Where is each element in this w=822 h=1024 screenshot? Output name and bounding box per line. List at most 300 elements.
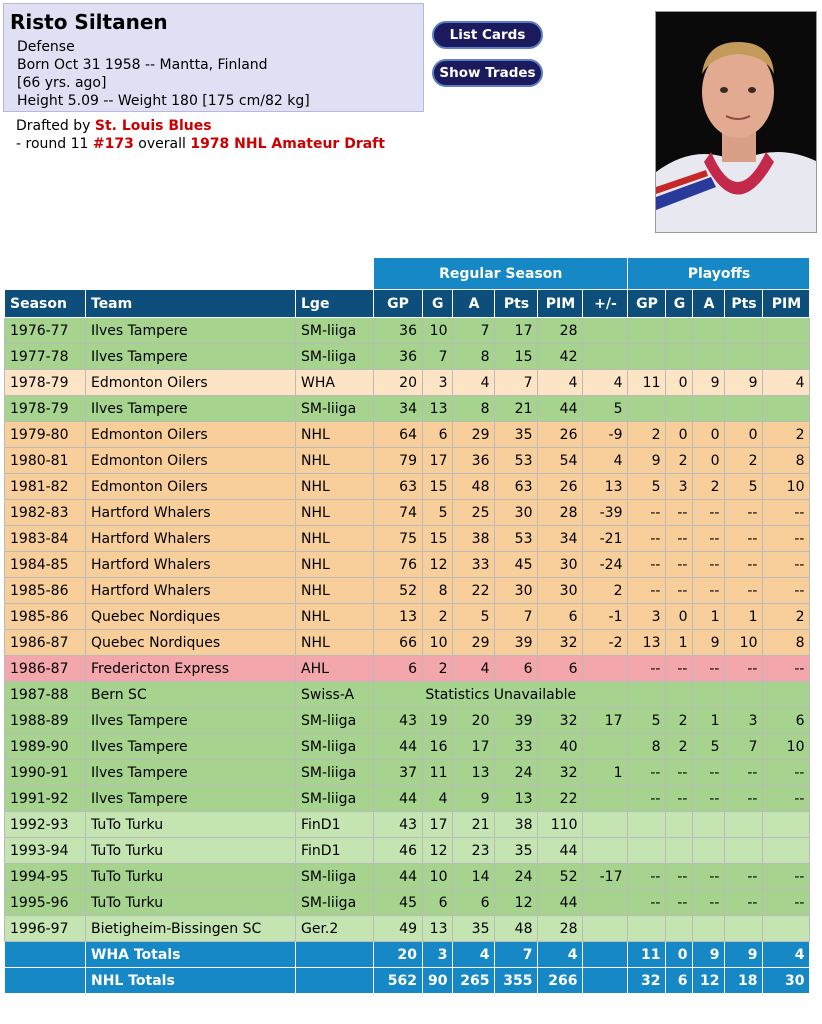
stat-cell: --	[693, 656, 725, 682]
league-cell: SM-liiga	[296, 734, 374, 760]
totals-cell: 265	[453, 968, 495, 994]
league-cell: SM-liiga	[296, 890, 374, 916]
league-cell: NHL	[296, 630, 374, 656]
column-header: A	[453, 290, 495, 318]
season-cell: 1984-85	[5, 552, 86, 578]
stat-cell: --	[763, 864, 810, 890]
stat-cell: 43	[374, 708, 423, 734]
regular-season-header: Regular Season	[374, 258, 628, 290]
stat-cell: 33	[495, 734, 538, 760]
totals-cell: 0	[666, 942, 693, 968]
stat-cell: 13	[374, 604, 423, 630]
team-cell: Edmonton Oilers	[86, 370, 296, 396]
stat-cell: 48	[495, 916, 538, 942]
stat-cell: 15	[423, 526, 453, 552]
stat-cell: 32	[538, 708, 583, 734]
stat-cell: 13	[423, 396, 453, 422]
stat-cell: 2	[628, 422, 666, 448]
stat-cell: 52	[374, 578, 423, 604]
stat-cell: --	[693, 552, 725, 578]
stat-cell: --	[628, 578, 666, 604]
stat-cell: 9	[725, 370, 763, 396]
stat-cell: 12	[495, 890, 538, 916]
stat-cell: 24	[495, 864, 538, 890]
draft-pick-link[interactable]: #173	[92, 136, 134, 152]
stat-cell: 5	[628, 708, 666, 734]
stat-cell: --	[666, 526, 693, 552]
stat-cell: 39	[495, 630, 538, 656]
stat-cell: 2	[763, 604, 810, 630]
stat-cell	[725, 396, 763, 422]
stat-cell: --	[666, 578, 693, 604]
player-size: Height 5.09 -- Weight 180 [175 cm/82 kg]	[17, 93, 310, 109]
stat-cell	[693, 682, 725, 708]
stat-cell: -17	[583, 864, 628, 890]
stat-cell: 24	[495, 760, 538, 786]
stat-cell: --	[666, 500, 693, 526]
list-cards-button[interactable]: List Cards	[432, 21, 543, 49]
column-header: G	[666, 290, 693, 318]
stat-cell: --	[628, 552, 666, 578]
stat-cell	[693, 396, 725, 422]
stat-cell: --	[666, 786, 693, 812]
show-trades-button[interactable]: Show Trades	[432, 59, 543, 87]
stat-cell: 12	[423, 838, 453, 864]
stat-cell: 35	[453, 916, 495, 942]
stat-cell: 10	[763, 734, 810, 760]
stat-cell	[666, 916, 693, 942]
stat-cell: 16	[423, 734, 453, 760]
column-header-row	[5, 290, 810, 318]
stat-cell: 17	[423, 812, 453, 838]
stat-cell: 54	[538, 448, 583, 474]
totals-cell: 3	[423, 942, 453, 968]
stat-cell: 6	[423, 422, 453, 448]
stat-cell: --	[763, 500, 810, 526]
stat-cell: --	[693, 500, 725, 526]
team-cell: Hartford Whalers	[86, 526, 296, 552]
stat-cell: 2	[423, 656, 453, 682]
stat-cell: --	[666, 552, 693, 578]
stat-cell	[583, 812, 628, 838]
season-cell: 1989-90	[5, 734, 86, 760]
stat-cell: 8	[453, 396, 495, 422]
stat-cell: 0	[693, 422, 725, 448]
totals-cell: 9	[693, 942, 725, 968]
stat-cell: 63	[374, 474, 423, 500]
stat-cell: 2	[693, 474, 725, 500]
stat-cell: 52	[538, 864, 583, 890]
stat-cell	[628, 916, 666, 942]
draft-prefix: Drafted by	[16, 118, 95, 134]
totals-cell	[5, 942, 86, 968]
stat-cell: -2	[583, 630, 628, 656]
stat-cell: 30	[495, 500, 538, 526]
totals-cell	[583, 942, 628, 968]
stat-cell: 2	[423, 604, 453, 630]
stat-cell	[725, 682, 763, 708]
stat-cell: 38	[453, 526, 495, 552]
stat-cell: --	[763, 890, 810, 916]
table-row	[5, 500, 810, 526]
stat-cell: --	[666, 864, 693, 890]
stat-cell: -39	[583, 500, 628, 526]
stat-cell: 39	[495, 708, 538, 734]
player-bio-panel	[3, 3, 424, 112]
table-row	[5, 916, 810, 942]
stat-cell: 6	[763, 708, 810, 734]
team-cell: TuTo Turku	[86, 812, 296, 838]
totals-row	[5, 942, 810, 968]
stat-cell: 3	[628, 604, 666, 630]
table-row	[5, 656, 810, 682]
stat-cell: -24	[583, 552, 628, 578]
stat-cell: 46	[374, 838, 423, 864]
stat-cell: 1	[725, 604, 763, 630]
stat-cell: --	[628, 760, 666, 786]
column-header: Pts	[725, 290, 763, 318]
season-cell: 1978-79	[5, 396, 86, 422]
column-header: +/-	[583, 290, 628, 318]
column-header: Season	[5, 290, 86, 318]
stat-cell	[583, 838, 628, 864]
column-header: PIM	[763, 290, 810, 318]
stat-cell: 5	[453, 604, 495, 630]
column-header: Team	[86, 290, 296, 318]
stat-cell: 15	[495, 344, 538, 370]
team-cell: Ilves Tampere	[86, 786, 296, 812]
stat-cell: 17	[583, 708, 628, 734]
season-cell: 1987-88	[5, 682, 86, 708]
table-row	[5, 578, 810, 604]
stats-body	[5, 318, 810, 994]
table-row	[5, 760, 810, 786]
stat-cell: 8	[763, 630, 810, 656]
team-cell: TuTo Turku	[86, 838, 296, 864]
stat-cell: 28	[538, 500, 583, 526]
stat-cell: 20	[453, 708, 495, 734]
season-cell: 1993-94	[5, 838, 86, 864]
stat-cell: 11	[423, 760, 453, 786]
totals-cell	[5, 968, 86, 994]
table-row	[5, 396, 810, 422]
totals-row	[5, 968, 810, 994]
league-cell: SM-liiga	[296, 318, 374, 344]
stat-cell: 6	[453, 890, 495, 916]
stat-cell: --	[725, 864, 763, 890]
stat-cell: 34	[538, 526, 583, 552]
stat-cell: --	[763, 578, 810, 604]
player-born: Born Oct 31 1958 -- Mantta, Finland	[17, 57, 268, 73]
stat-cell	[583, 734, 628, 760]
stat-cell: 5	[628, 474, 666, 500]
stat-cell: 13	[453, 760, 495, 786]
stat-cell	[583, 916, 628, 942]
totals-cell: 12	[693, 968, 725, 994]
season-cell: 1988-89	[5, 708, 86, 734]
team-cell: TuTo Turku	[86, 890, 296, 916]
stat-cell: --	[628, 890, 666, 916]
stat-cell	[583, 318, 628, 344]
stat-cell: 19	[423, 708, 453, 734]
stat-cell: 17	[423, 448, 453, 474]
season-cell: 1980-81	[5, 448, 86, 474]
season-cell: 1996-97	[5, 916, 86, 942]
stat-cell: 110	[538, 812, 583, 838]
league-cell: WHA	[296, 370, 374, 396]
stat-cell: --	[725, 552, 763, 578]
stat-cell: 10	[725, 630, 763, 656]
totals-cell	[296, 968, 374, 994]
totals-cell: 4	[453, 942, 495, 968]
season-cell: 1995-96	[5, 890, 86, 916]
season-cell: 1982-83	[5, 500, 86, 526]
team-cell: TuTo Turku	[86, 864, 296, 890]
stat-cell	[763, 812, 810, 838]
table-row	[5, 370, 810, 396]
stat-cell: --	[693, 786, 725, 812]
stat-cell: 8	[763, 448, 810, 474]
totals-cell: 6	[666, 968, 693, 994]
stat-cell: 6	[423, 890, 453, 916]
team-cell: Quebec Nordiques	[86, 604, 296, 630]
draft-round: - round 11	[16, 136, 93, 152]
stat-cell: 26	[538, 474, 583, 500]
stat-cell: 0	[666, 370, 693, 396]
totals-cell: 11	[628, 942, 666, 968]
league-cell: SM-liiga	[296, 396, 374, 422]
stat-cell	[628, 838, 666, 864]
season-cell: 1986-87	[5, 630, 86, 656]
table-row	[5, 786, 810, 812]
league-cell: NHL	[296, 578, 374, 604]
stat-cell	[763, 682, 810, 708]
stat-cell: 2	[725, 448, 763, 474]
team-cell: Fredericton Express	[86, 656, 296, 682]
totals-cell: 30	[763, 968, 810, 994]
stat-cell: 2	[583, 578, 628, 604]
stat-cell: --	[693, 578, 725, 604]
table-row	[5, 890, 810, 916]
stat-cell: -21	[583, 526, 628, 552]
stat-cell: 21	[453, 812, 495, 838]
team-cell: Quebec Nordiques	[86, 630, 296, 656]
totals-cell: 18	[725, 968, 763, 994]
stat-cell: 6	[538, 604, 583, 630]
team-cell: Ilves Tampere	[86, 760, 296, 786]
stat-cell: 2	[666, 448, 693, 474]
stat-cell: 7	[495, 370, 538, 396]
stat-cell: 13	[628, 630, 666, 656]
stat-cell: -1	[583, 604, 628, 630]
stat-cell	[666, 838, 693, 864]
stat-cell: 64	[374, 422, 423, 448]
stat-cell: 23	[453, 838, 495, 864]
stat-cell: 4	[583, 370, 628, 396]
team-cell: Ilves Tampere	[86, 708, 296, 734]
stat-cell: --	[763, 760, 810, 786]
stat-cell: 12	[423, 552, 453, 578]
stat-cell: 44	[374, 786, 423, 812]
stat-cell: 11	[628, 370, 666, 396]
league-cell: SM-liiga	[296, 864, 374, 890]
stat-cell: 9	[693, 630, 725, 656]
stat-cell: 44	[538, 890, 583, 916]
player-age: [66 yrs. ago]	[17, 75, 107, 91]
stat-cell: 35	[495, 838, 538, 864]
season-cell: 1991-92	[5, 786, 86, 812]
stat-cell: --	[763, 552, 810, 578]
stat-cell: 1	[583, 760, 628, 786]
totals-cell	[296, 942, 374, 968]
stat-cell	[763, 838, 810, 864]
table-row	[5, 682, 810, 708]
league-cell: SM-liiga	[296, 760, 374, 786]
table-row	[5, 552, 810, 578]
stat-cell: -9	[583, 422, 628, 448]
stat-cell	[763, 318, 810, 344]
stat-cell: 32	[538, 760, 583, 786]
season-cell: 1976-77	[5, 318, 86, 344]
stat-cell: --	[763, 526, 810, 552]
stat-cell: --	[725, 526, 763, 552]
draft-event-link[interactable]: 1978 NHL Amateur Draft	[190, 136, 385, 152]
stat-cell	[583, 786, 628, 812]
season-cell: 1985-86	[5, 578, 86, 604]
player-name: Risto Siltanen	[10, 10, 168, 34]
player-photo	[655, 11, 817, 233]
league-cell: SM-liiga	[296, 708, 374, 734]
team-cell: Ilves Tampere	[86, 318, 296, 344]
stat-cell: 6	[495, 656, 538, 682]
stat-cell: 20	[374, 370, 423, 396]
stat-cell: --	[763, 656, 810, 682]
stat-cell: 32	[538, 630, 583, 656]
stat-cell: 5	[583, 396, 628, 422]
stat-cell: 17	[495, 318, 538, 344]
league-cell: NHL	[296, 422, 374, 448]
stat-cell	[693, 344, 725, 370]
totals-cell: 355	[495, 968, 538, 994]
stat-cell: 2	[763, 422, 810, 448]
stat-cell	[693, 916, 725, 942]
league-cell: NHL	[296, 474, 374, 500]
stat-cell: 5	[725, 474, 763, 500]
stat-cell: 4	[538, 370, 583, 396]
table-row	[5, 526, 810, 552]
stat-cell	[583, 890, 628, 916]
stat-cell	[725, 812, 763, 838]
stat-cell: --	[725, 890, 763, 916]
totals-cell	[583, 968, 628, 994]
team-cell: Bietigheim-Bissingen SC	[86, 916, 296, 942]
stat-cell: 28	[538, 916, 583, 942]
stat-cell: 0	[693, 448, 725, 474]
league-cell: NHL	[296, 552, 374, 578]
stat-cell: 10	[763, 474, 810, 500]
table-row	[5, 864, 810, 890]
league-cell: FinD1	[296, 838, 374, 864]
stat-cell: 3	[666, 474, 693, 500]
stat-cell: 9	[628, 448, 666, 474]
team-cell: Hartford Whalers	[86, 500, 296, 526]
column-header: GP	[374, 290, 423, 318]
stat-cell	[693, 838, 725, 864]
stat-cell: 1	[666, 630, 693, 656]
stat-cell: 4	[453, 656, 495, 682]
draft-team-link[interactable]: St. Louis Blues	[94, 118, 212, 134]
totals-cell: 4	[763, 942, 810, 968]
stat-cell: --	[628, 656, 666, 682]
stat-cell: 7	[725, 734, 763, 760]
stat-cell: 48	[453, 474, 495, 500]
stat-cell: 37	[374, 760, 423, 786]
team-cell: Ilves Tampere	[86, 344, 296, 370]
stat-cell: 21	[495, 396, 538, 422]
career-stats-table	[4, 257, 810, 994]
stat-cell: 53	[495, 526, 538, 552]
team-cell: Edmonton Oilers	[86, 474, 296, 500]
stat-cell: 9	[453, 786, 495, 812]
stat-cell: 6	[374, 656, 423, 682]
stat-cell	[725, 916, 763, 942]
stat-cell: 44	[374, 734, 423, 760]
totals-cell: 4	[538, 942, 583, 968]
stat-cell: 13	[583, 474, 628, 500]
stat-cell	[666, 344, 693, 370]
stat-cell: --	[666, 656, 693, 682]
team-cell: Edmonton Oilers	[86, 422, 296, 448]
totals-cell: 562	[374, 968, 423, 994]
stat-cell: 17	[453, 734, 495, 760]
season-cell: 1992-93	[5, 812, 86, 838]
table-row	[5, 708, 810, 734]
stat-cell: 22	[453, 578, 495, 604]
stat-cell: --	[725, 656, 763, 682]
stat-cell: 10	[423, 318, 453, 344]
stat-cell: 30	[538, 552, 583, 578]
totals-label: NHL Totals	[86, 968, 296, 994]
stat-cell: 42	[538, 344, 583, 370]
team-cell: Hartford Whalers	[86, 578, 296, 604]
team-cell: Bern SC	[86, 682, 296, 708]
stat-cell: 44	[538, 838, 583, 864]
statistics-unavailable: Statistics Unavailable	[374, 682, 628, 708]
stat-cell: 14	[453, 864, 495, 890]
stat-cell	[583, 656, 628, 682]
stat-cell: 36	[453, 448, 495, 474]
stat-cell: 28	[538, 318, 583, 344]
stat-cell: 76	[374, 552, 423, 578]
stat-cell: --	[725, 760, 763, 786]
stat-cell: 3	[423, 370, 453, 396]
stat-cell: 44	[538, 396, 583, 422]
stat-cell: 6	[538, 656, 583, 682]
season-cell: 1979-80	[5, 422, 86, 448]
stat-cell: 53	[495, 448, 538, 474]
totals-cell: 7	[495, 942, 538, 968]
stat-cell: 25	[453, 500, 495, 526]
team-cell: Edmonton Oilers	[86, 448, 296, 474]
stat-cell	[725, 318, 763, 344]
column-header: GP	[628, 290, 666, 318]
league-cell: NHL	[296, 500, 374, 526]
league-cell: AHL	[296, 656, 374, 682]
stat-cell: 3	[725, 708, 763, 734]
stat-cell: 10	[423, 630, 453, 656]
table-row	[5, 344, 810, 370]
stat-cell: --	[725, 500, 763, 526]
